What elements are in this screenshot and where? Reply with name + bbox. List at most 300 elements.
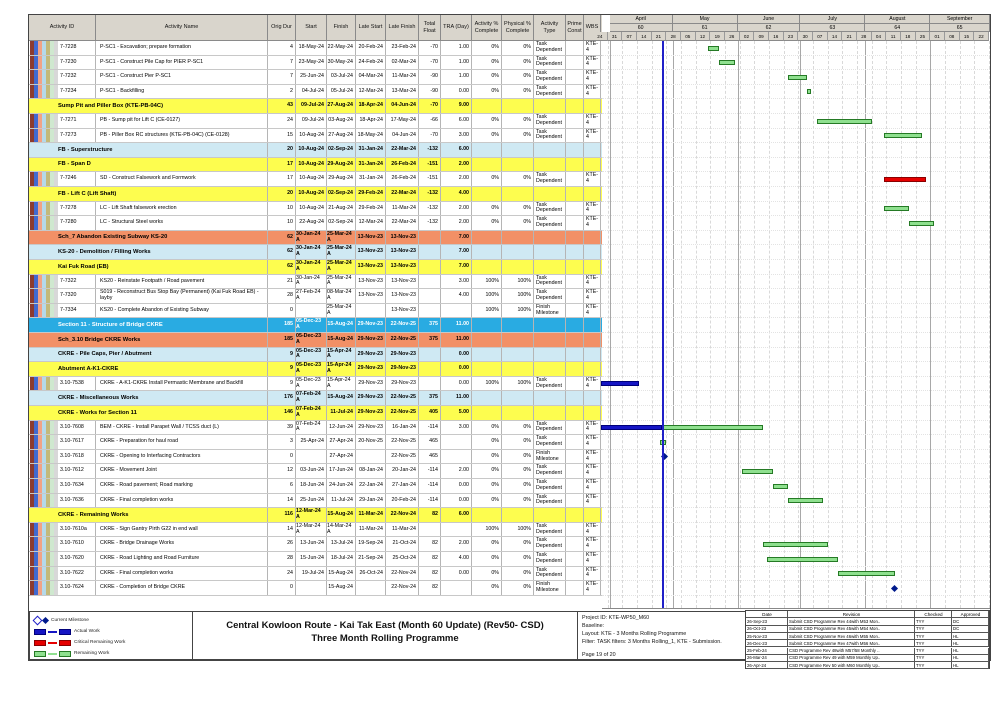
cell-finish: 15-Apr-24 A: [327, 377, 356, 391]
cell-dur: 116: [268, 508, 296, 522]
cell-tra: 7.00: [441, 245, 472, 259]
column-header-late_start[interactable]: Late Start: [356, 15, 386, 41]
remaining-work-bar[interactable]: [807, 89, 811, 94]
cell-act_type: [534, 245, 566, 259]
remaining-work-bar[interactable]: [742, 469, 773, 474]
cell-name: CKRE - Opening to Interfacing Contractors: [96, 450, 268, 464]
cell-start: 05-Dec-23 A: [296, 318, 327, 332]
cell-tra: 11.00: [441, 333, 472, 347]
cell-float: -114: [419, 421, 441, 435]
timeline-month-june[interactable]: June: [738, 15, 801, 24]
activity-row[interactable]: [29, 216, 602, 231]
cell-late_start: 20-Feb-24: [356, 41, 386, 55]
cell-phys_pct: [502, 187, 534, 201]
critical-remaining-bar[interactable]: [884, 177, 926, 182]
cell-tra: 2.00: [441, 202, 472, 216]
group-band-row[interactable]: [29, 260, 602, 275]
cell-late_finish: 26-Feb-24: [386, 158, 419, 172]
cell-phys_pct: [502, 99, 534, 113]
cell-start: 25-Jun-24: [296, 494, 327, 508]
cell-wbs: KTE-4: [584, 537, 601, 551]
group-band-row[interactable]: [29, 362, 602, 377]
cell-late_start: 18-Apr-24: [356, 99, 386, 113]
cell-float: [419, 231, 441, 245]
group-band-title: Kai Fuk Road (EB): [58, 263, 109, 270]
cell-dur: 176: [268, 391, 296, 405]
cell-phys_pct: [502, 260, 534, 274]
cell-name: CKRE - Bridge Drainage Works: [96, 537, 268, 551]
cell-tra: [441, 450, 472, 464]
group-band-title: FB - Span D: [58, 161, 91, 168]
activity-row[interactable]: [29, 41, 602, 56]
activity-row[interactable]: [29, 304, 602, 319]
cell-act_type: Task Dependent: [534, 435, 566, 449]
cell-phys_pct: [502, 406, 534, 420]
cell-float: 465: [419, 435, 441, 449]
cell-late_start: 08-Jan-24: [356, 464, 386, 478]
cell-tra: 4.00: [441, 289, 472, 303]
revision-cell: Submit CSD Programme Rev 47with M56 Mon..: [788, 640, 915, 647]
column-header-act_pct[interactable]: Activity % Complete: [472, 15, 502, 41]
cell-name: P-SC1 - Excavation; prepare formation: [96, 41, 268, 55]
activity-row[interactable]: [29, 435, 602, 450]
activity-row[interactable]: [29, 129, 602, 144]
revision-cell: HL: [952, 662, 989, 669]
cell-prime: [566, 464, 584, 478]
cell-act_pct: [472, 99, 502, 113]
cell-act_pct: 0%: [472, 435, 502, 449]
cell-tra: 4.00: [441, 187, 472, 201]
cell-name-spacer: [96, 245, 268, 259]
column-header-act_type[interactable]: Activity Type: [534, 15, 566, 41]
cell-tra: 0.00: [441, 362, 472, 376]
cell-tra: 6.00: [441, 114, 472, 128]
group-band-title: Sump Pit and Piller Box (KTE-PB-04C): [58, 103, 164, 110]
cell-dur: 62: [268, 231, 296, 245]
cell-float: -90: [419, 85, 441, 99]
cell-act_type: Task Dependent: [534, 464, 566, 478]
cell-tra: 4.00: [441, 552, 472, 566]
group-band-row[interactable]: [29, 99, 602, 114]
revision-cell: Submit CSD Programme Rev 44with M53 Mon..: [788, 618, 915, 625]
cell-finish: 27-Apr-24: [327, 435, 356, 449]
cell-act_type: Finish Milestone: [534, 450, 566, 464]
group-band-row[interactable]: [29, 158, 602, 173]
cell-float: -132: [419, 187, 441, 201]
cell-wbs: KTE-4: [584, 85, 601, 99]
cell-wbs: KTE-4: [584, 202, 601, 216]
cell-id: 3.10-7608: [29, 421, 96, 435]
cell-finish: 25-Mar-24 A: [327, 245, 356, 259]
column-header-name[interactable]: Activity Name: [96, 15, 268, 41]
gantt-row: [602, 202, 990, 217]
cell-start: 09-Jul-24: [296, 99, 327, 113]
cell-finish: 27-Aug-24: [327, 129, 356, 143]
column-header-dur[interactable]: Orig Dur: [268, 15, 296, 41]
cell-start: 07-Feb-24 A: [296, 406, 327, 420]
cell-dur: 14: [268, 523, 296, 537]
cell-tra: 7.00: [441, 260, 472, 274]
gantt-row: [602, 406, 990, 421]
timeline-month-may[interactable]: May: [673, 15, 738, 24]
group-band-row[interactable]: [29, 333, 602, 348]
cell-finish: 29-Aug-24: [327, 158, 356, 172]
cell-phys_pct: 0%: [502, 464, 534, 478]
activity-row[interactable]: [29, 581, 602, 596]
activity-row[interactable]: [29, 56, 602, 71]
cell-phys_pct: 0%: [502, 129, 534, 143]
remaining-work-bar[interactable]: [909, 221, 934, 226]
cell-prime: [566, 348, 584, 362]
cell-act_type: [534, 99, 566, 113]
cell-dur: 20: [268, 143, 296, 157]
cell-act_pct: 0%: [472, 581, 502, 595]
revision-header-cell: Revision: [788, 611, 915, 618]
cell-dur: 28: [268, 289, 296, 303]
cell-name: PB - Sump pit for Lift C (CE-0127): [96, 114, 268, 128]
activity-row[interactable]: [29, 537, 602, 552]
cell-prime: [566, 216, 584, 230]
cell-tra: 1.00: [441, 70, 472, 84]
remaining-work-bar[interactable]: [767, 557, 838, 562]
cell-finish: 03-Aug-24: [327, 114, 356, 128]
timeline-week-label: 05: [681, 32, 696, 41]
column-header-wbs[interactable]: WBS: [584, 15, 601, 41]
remaining-work-bar[interactable]: [773, 484, 788, 489]
cell-prime: [566, 552, 584, 566]
timeline-month-number: 62: [738, 24, 801, 32]
cell-finish: 12-Jun-24: [327, 421, 356, 435]
cell-name-spacer: [96, 99, 268, 113]
cell-dur: 17: [268, 158, 296, 172]
cell-late_start: 29-Nov-23: [356, 362, 386, 376]
cell-wbs: KTE-4: [584, 377, 601, 391]
cell-prime: [566, 260, 584, 274]
cell-start: 13-Jun-24: [296, 537, 327, 551]
gantt-row: [602, 450, 990, 465]
cell-start: 05-Dec-23 A: [296, 377, 327, 391]
group-band-title: CKRE - Remaining Works: [58, 511, 129, 518]
gantt-row: [602, 567, 990, 582]
cell-prime: [566, 41, 584, 55]
revision-cell: 26-Mar-24: [746, 655, 788, 662]
cell-start: 03-Jun-24: [296, 464, 327, 478]
activity-row[interactable]: [29, 275, 602, 290]
schedule-sheet: [28, 14, 991, 668]
legend-label: Current Milestone: [51, 618, 89, 623]
cell-act_type: [534, 362, 566, 376]
cell-dur: 3: [268, 435, 296, 449]
cell-wbs: KTE-4: [584, 581, 601, 595]
group-band-row[interactable]: [29, 143, 602, 158]
cell-tra: 9.00: [441, 99, 472, 113]
cell-act_type: [534, 158, 566, 172]
cell-name: CKRE - Sign Gantry Pirth G22 in end wall: [96, 523, 268, 537]
activity-row[interactable]: [29, 377, 602, 392]
remaining-work-bar[interactable]: [788, 498, 824, 503]
cell-float: 82: [419, 567, 441, 581]
column-header-float[interactable]: Total Float: [419, 15, 441, 41]
cell-late_finish: 22-Nov-24: [386, 567, 419, 581]
group-band-title: CKRE - Works for Section 11: [58, 409, 137, 416]
cell-start: 10-Aug-24: [296, 143, 327, 157]
cell-act_pct: [472, 245, 502, 259]
cell-id: 3.10-7634: [29, 479, 96, 493]
timeline-month-number: 65: [930, 24, 990, 32]
legend-item: [34, 616, 89, 625]
group-band-row[interactable]: [29, 318, 602, 333]
cell-finish: 13-Jul-24: [327, 537, 356, 551]
revision-cell: 26-Apr-24: [746, 662, 788, 669]
group-band-row[interactable]: [29, 231, 602, 246]
cell-name: PB - Piller Box RC structures (KTE-PB-04C) (CE-0128): [96, 129, 268, 143]
cell-wbs: [584, 187, 601, 201]
remaining-work-bar[interactable]: [708, 46, 718, 51]
cell-late_finish: 11-Mar-24: [386, 202, 419, 216]
actual-work-bar[interactable]: [601, 381, 639, 386]
cell-phys_pct: 0%: [502, 450, 534, 464]
cell-tra: 3.00: [441, 421, 472, 435]
cell-late_finish: 22-Nov-25: [386, 450, 419, 464]
timeline-month-july[interactable]: July: [800, 15, 865, 24]
group-band-row[interactable]: [29, 406, 602, 421]
column-header-start[interactable]: Start: [296, 15, 327, 41]
project-info-box: [577, 611, 746, 660]
cell-wbs: KTE-4: [584, 552, 601, 566]
cell-start: [296, 450, 327, 464]
cell-prime: [566, 114, 584, 128]
cell-float: -114: [419, 479, 441, 493]
cell-late_finish: 21-Oct-24: [386, 537, 419, 551]
cell-float: -114: [419, 464, 441, 478]
cell-name-spacer: [96, 391, 268, 405]
cell-finish: 24-Jun-24: [327, 479, 356, 493]
cell-id: 7-7334: [29, 304, 96, 318]
timeline-week-label: 12: [696, 32, 711, 41]
timeline-week-label: 31: [608, 32, 623, 41]
cell-dur: 20: [268, 187, 296, 201]
actual-work-bar[interactable]: [601, 425, 662, 430]
group-band-title: Section 11 - Structure of Bridge CKRE: [58, 322, 163, 329]
cell-act_type: Task Dependent: [534, 85, 566, 99]
cell-act_pct: 0%: [472, 129, 502, 143]
cell-late_finish: 16-Jan-24: [386, 421, 419, 435]
cell-wbs: [584, 333, 601, 347]
cell-tra: 1.00: [441, 41, 472, 55]
cell-name: CKRE - A-K1-CKRE Install Permastic Membrane and Backfill: [96, 377, 268, 391]
revision-cell: TYY: [915, 633, 952, 640]
remaining-work-bar[interactable]: [817, 119, 871, 124]
cell-act_pct: [472, 158, 502, 172]
timeline-week-label: 23: [784, 32, 799, 41]
activity-row[interactable]: [29, 464, 602, 479]
cell-late_finish: 22-Nov-25: [386, 406, 419, 420]
cell-wbs: KTE-4: [584, 114, 601, 128]
cell-dur: 185: [268, 318, 296, 332]
cell-late_start: 24-Feb-24: [356, 56, 386, 70]
cell-float: 82: [419, 552, 441, 566]
activity-row[interactable]: [29, 523, 602, 538]
cell-prime: [566, 187, 584, 201]
cell-id: 7-7246: [29, 172, 96, 186]
cell-wbs: [584, 391, 601, 405]
cell-act_type: [534, 187, 566, 201]
cell-start: 18-Jun-24: [296, 479, 327, 493]
cell-wbs: KTE-4: [584, 523, 601, 537]
timeline-week-label: 14: [637, 32, 652, 41]
cell-phys_pct: 0%: [502, 421, 534, 435]
group-band-row[interactable]: [29, 348, 602, 363]
cell-finish: 02-Sep-24: [327, 143, 356, 157]
cell-finish: 17-Jun-24: [327, 464, 356, 478]
cell-late_finish: 23-Feb-24: [386, 41, 419, 55]
cell-act_pct: 0%: [472, 537, 502, 551]
cell-name-spacer: [96, 158, 268, 172]
group-band-row[interactable]: [29, 391, 602, 406]
cell-finish: 11-Jul-24: [327, 494, 356, 508]
column-header-late_finish[interactable]: Late Finish: [386, 15, 419, 41]
activity-row[interactable]: [29, 289, 602, 304]
cell-late_finish: 04-Jun-24: [386, 129, 419, 143]
cell-act_pct: [472, 143, 502, 157]
cell-float: -132: [419, 143, 441, 157]
cell-phys_pct: 0%: [502, 114, 534, 128]
remaining-work-bar[interactable]: [884, 133, 922, 138]
cell-dur: 39: [268, 421, 296, 435]
cell-start: 30-Jan-24 A: [296, 245, 327, 259]
cell-act_pct: [472, 406, 502, 420]
column-header-prime[interactable]: Prime Const: [566, 15, 584, 41]
activity-row[interactable]: [29, 479, 602, 494]
title-box: [192, 611, 578, 660]
cell-start: 10-Aug-24: [296, 172, 327, 186]
cell-act_type: Finish Milestone: [534, 581, 566, 595]
cell-act_pct: 0%: [472, 41, 502, 55]
group-band-row[interactable]: [29, 508, 602, 523]
column-header-tra[interactable]: TRA (Day): [441, 15, 472, 41]
timeline-month-number: 63: [800, 24, 865, 32]
remaining-work-bar[interactable]: [662, 425, 763, 430]
cell-id: 7-7271: [29, 114, 96, 128]
column-header-id[interactable]: Activity ID: [29, 15, 96, 41]
activity-row[interactable]: [29, 567, 602, 582]
cell-wbs: KTE-4: [584, 479, 601, 493]
cell-prime: [566, 581, 584, 595]
remaining-work-bar[interactable]: [788, 75, 807, 80]
remaining-work-bar[interactable]: [838, 571, 895, 576]
remaining-work-bar[interactable]: [884, 206, 909, 211]
cell-late_finish: 13-Nov-23: [386, 289, 419, 303]
filter-label: Filter: TASK filters: 3 Months Rolling_1, KTE - Submission.: [582, 639, 722, 645]
cell-name-spacer: [96, 348, 268, 362]
gantt-row: [602, 260, 990, 275]
cell-tra: 6.00: [441, 143, 472, 157]
cell-float: 375: [419, 333, 441, 347]
cell-phys_pct: 0%: [502, 56, 534, 70]
cell-start: 12-Mar-24 A: [296, 508, 327, 522]
timeline-week-label: 28: [666, 32, 681, 41]
cell-act_pct: 0%: [472, 85, 502, 99]
timeline-month-september[interactable]: September: [930, 15, 990, 24]
remaining-work-bar[interactable]: [763, 542, 828, 547]
cell-finish: 18-Jul-24: [327, 552, 356, 566]
cell-float: 405: [419, 406, 441, 420]
cell-prime: [566, 508, 584, 522]
group-band-row[interactable]: [29, 245, 602, 260]
cell-late_start: 29-Nov-23: [356, 391, 386, 405]
cell-act_pct: 0%: [472, 216, 502, 230]
activity-row[interactable]: [29, 450, 602, 465]
cell-float: -151: [419, 158, 441, 172]
cell-tra: 6.00: [441, 508, 472, 522]
timeline-week-label: 28: [857, 32, 872, 41]
activity-row[interactable]: [29, 172, 602, 187]
cell-float: -90: [419, 70, 441, 84]
cell-late_finish: 25-Oct-24: [386, 552, 419, 566]
cell-float: [419, 260, 441, 274]
cell-dur: 14: [268, 494, 296, 508]
activity-row[interactable]: [29, 114, 602, 129]
timeline-month-april[interactable]: April: [610, 15, 673, 24]
timeline-month-august[interactable]: August: [865, 15, 930, 24]
gantt-row: [602, 333, 990, 348]
cell-float: -70: [419, 56, 441, 70]
cell-id: 7-7230: [29, 56, 96, 70]
activity-row[interactable]: [29, 70, 602, 85]
remaining-work-bar[interactable]: [719, 60, 736, 65]
cell-dur: 2: [268, 85, 296, 99]
cell-act_pct: 100%: [472, 523, 502, 537]
gantt-row: [602, 362, 990, 377]
cell-float: -70: [419, 41, 441, 55]
column-header-phys_pct[interactable]: Physical % Complete: [502, 15, 534, 41]
revision-cell: 26-Oct-23: [746, 626, 788, 633]
group-band-row[interactable]: [29, 187, 602, 202]
activity-row[interactable]: [29, 421, 602, 436]
cell-id: 3.10-7618: [29, 450, 96, 464]
cell-finish: 02-Sep-24: [327, 187, 356, 201]
cell-phys_pct: 0%: [502, 41, 534, 55]
cell-id: 3.10-7636: [29, 494, 96, 508]
cell-phys_pct: 100%: [502, 377, 534, 391]
cell-prime: [566, 537, 584, 551]
revision-header-cell: Checked: [915, 611, 952, 618]
cell-start: 10-Aug-24: [296, 158, 327, 172]
cell-late_finish: 22-Nov-25: [386, 435, 419, 449]
cell-late_finish: 02-Mar-24: [386, 56, 419, 70]
activity-row[interactable]: [29, 494, 602, 509]
cell-start: 30-Jan-24 A: [296, 231, 327, 245]
activity-row[interactable]: [29, 552, 602, 567]
timeline-week-label: 22: [974, 32, 989, 41]
activity-row[interactable]: [29, 85, 602, 100]
cell-act_type: Task Dependent: [534, 114, 566, 128]
revision-cell: CSD Programme Rev 48with M57/58 Monthly ..: [788, 648, 915, 655]
cell-dur: 26: [268, 537, 296, 551]
cell-act_type: [534, 406, 566, 420]
revision-cell: DC: [952, 618, 989, 625]
cell-dur: 185: [268, 333, 296, 347]
cell-name: CKRE - Completion of Bridge CKRE: [96, 581, 268, 595]
cell-float: 465: [419, 450, 441, 464]
column-header-finish[interactable]: Finish: [327, 15, 356, 41]
cell-tra: 2.00: [441, 216, 472, 230]
cell-start: 07-Feb-24 A: [296, 391, 327, 405]
cell-prime: [566, 377, 584, 391]
cell-wbs: [584, 231, 601, 245]
activity-row[interactable]: [29, 202, 602, 217]
cell-finish: 15-Apr-24 A: [327, 348, 356, 362]
